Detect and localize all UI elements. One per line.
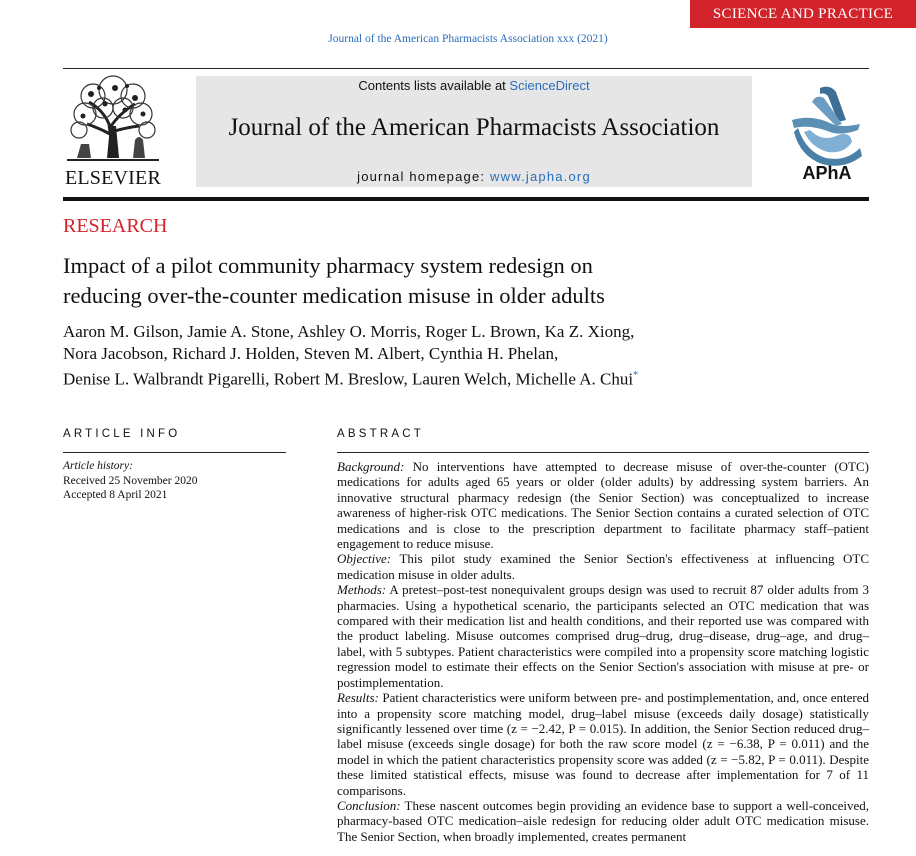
paragraph-label: Background: <box>337 459 405 474</box>
title-line: Impact of a pilot community pharmacy system redesign on <box>63 253 593 278</box>
received-date: Received 25 November 2020 <box>63 474 198 487</box>
apha-mortar-pestle-icon <box>786 80 868 166</box>
author-line <box>63 365 883 391</box>
abstract-paragraph <box>337 551 869 582</box>
paragraph-label: Conclusion: <box>337 797 401 813</box>
divider <box>337 452 869 453</box>
paragraph-label: Objective: <box>337 551 392 567</box>
section-label: RESEARCH <box>63 215 168 237</box>
article-title <box>63 251 883 311</box>
contents-prefix: Contents lists available at <box>358 78 510 93</box>
paragraph-text: A pretest–post-test nonequivalent groups design was used to recruit 87 older adults from 3 pharmacies. Using a hypothetical scenario, the participants selected an OTC medication that was compared with their medication list and health conditions, and their reported use was compared with the product labeling. Misuse outcomes comprised drug–drug, drug–disease, drug–age, and drug–label, with 5 subtypes. Patient characteristics were compiled into a propensity score matching logistic regression model to estimate their effects on the Senior Section's association with misuse at pre- or postimplementation. <box>337 582 869 690</box>
homepage-line <box>196 169 752 184</box>
sciencedirect-link[interactable]: ScienceDirect <box>509 78 590 93</box>
author-line: Nora Jacobson, Richard J. Holden, Steven M. Albert, Cynthia H. Phelan, <box>63 344 559 363</box>
publisher-name: ELSEVIER <box>64 167 162 189</box>
paragraph-text: Patient characteristics were uniform between pre- and postimplementation, and, once entered into a propensity score matching model, drug–label misuse (exceeds daily dosage) statistically significantly lessened over time (z = −2.42, P = 0.015). In addition, the Senior Section reduced drug–label misuse (exceeds single dosage) for both the raw score model (z = −6.38, P = 0.011) and the model in which the patient characteristics propensity score was added (z = −5.82, P = 0.011). Despite these limited statistical effects, misuse was found to decrease after implementation for 7 of 11 comparisons. <box>337 690 869 798</box>
abstract-paragraph <box>337 798 869 844</box>
paragraph-text: No interventions have attempted to decrease misuse of over-the-counter (OTC) medications for adults aged 65 years or older (older adults) by addressing system barriers. An innovative structural pharmacy redesign (the Senior Section) was conceptualized to increase awareness of higher-risk OTC medications. The Senior Section contains a curated selection of OTC medications and is close to the prescription department to facilitate pharmacy staff–patient engagement to reduce misuse. <box>337 459 869 552</box>
paragraph-text: These nascent outcomes begin providing an evidence base to support a well-conceived, pharmacy-based OTC medication–aisle redesign for reducing older adult OTC medication misuse. The Senior Section, when broadly implemented, creates permanent <box>337 797 869 844</box>
journal-title: Journal of the American Pharmacists Association <box>228 114 720 141</box>
accepted-date: Accepted 8 April 2021 <box>63 489 168 501</box>
contents-line <box>196 78 752 93</box>
abstract-body <box>337 459 869 844</box>
author-line-text: Denise L. Walbrandt Pigarelli, Robert M. Breslow, Lauren Welch, Michelle A. Chui <box>63 369 634 389</box>
society-name: APhA <box>802 163 852 183</box>
homepage-link[interactable]: www.japha.org <box>490 169 591 184</box>
history-label: Article history: <box>63 460 133 472</box>
title-line: reducing over-the-counter medication misuse in older adults <box>63 283 605 308</box>
divider <box>63 68 869 69</box>
running-head[interactable]: Journal of the American Pharmacists Association xxx (2021) <box>328 33 608 45</box>
paragraph-label: Results: <box>337 690 379 706</box>
article-history <box>63 459 197 503</box>
homepage-prefix: journal homepage: <box>357 169 491 184</box>
abstract-paragraph <box>337 459 869 551</box>
abstract-paragraph <box>337 582 869 690</box>
author-list <box>63 321 883 391</box>
paragraph-label: Methods: <box>337 582 387 598</box>
abstract-heading: ABSTRACT <box>337 428 424 440</box>
masthead-divider <box>63 197 869 201</box>
divider <box>63 452 286 453</box>
corresponding-author-mark[interactable]: * <box>633 370 639 381</box>
section-banner: SCIENCE AND PRACTICE <box>690 0 916 28</box>
author-line: Aaron M. Gilson, Jamie A. Stone, Ashley O. Morris, Roger L. Brown, Ka Z. Xiong, <box>63 322 635 341</box>
article-info-heading: ARTICLE INFO <box>63 428 181 440</box>
abstract-paragraph <box>337 690 869 798</box>
paragraph-text: This pilot study examined the Senior Section's effectiveness at influencing OTC medication misuse in older adults. <box>337 551 869 582</box>
